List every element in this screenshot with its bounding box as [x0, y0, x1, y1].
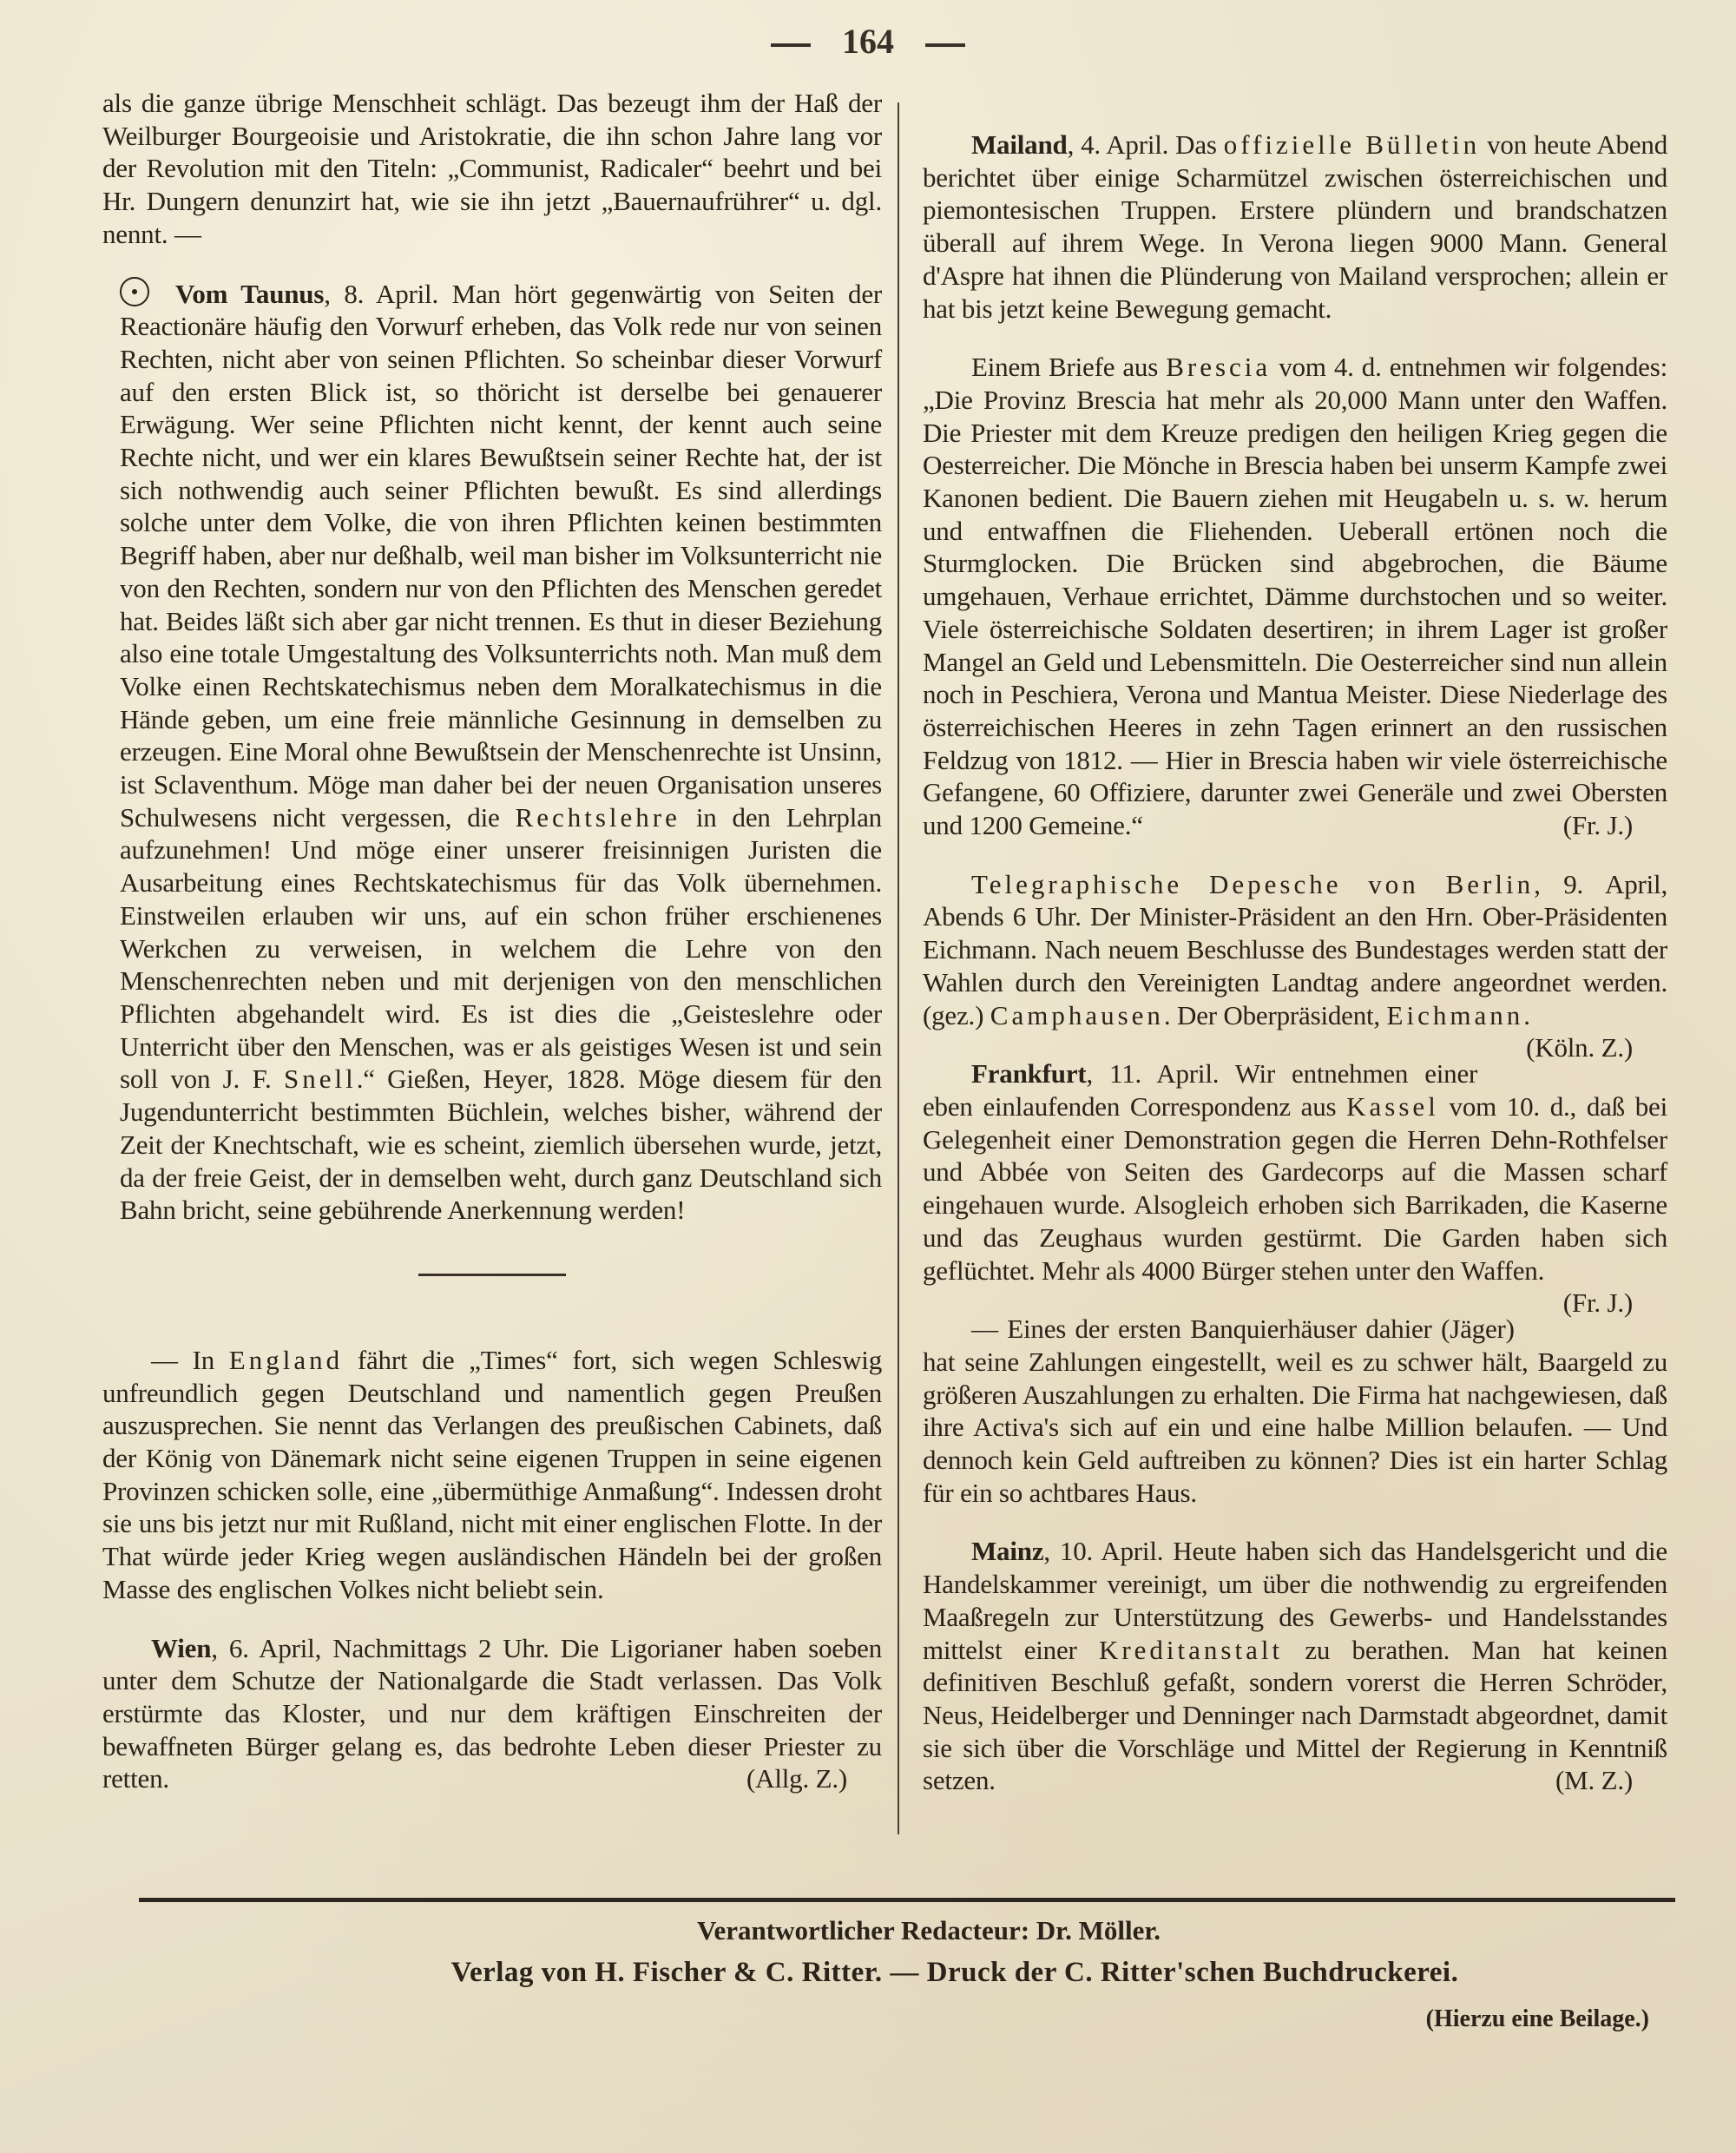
left-column	[102, 87, 882, 1821]
source-attribution: (M. Z.)	[1555, 1765, 1633, 1796]
page-number: 164	[842, 22, 894, 61]
article-continuation: als die ganze übrige Menschheit schlägt. Das bezeugt ihm der Haß der Weilburger Bourgeoisie und Aristokratie, die ihn schon Jahre lang vor der Revolution mit den Titeln: „Communist, Radicaler“ beehrt und bei Hr. Dungern denunzirt hat, wie sie ihn jetzt „Bauernaufrührer“ u. dgl. nennt. —	[102, 88, 882, 249]
header-dash-right	[925, 43, 965, 47]
column-divider	[898, 102, 899, 1834]
circled-dot-icon	[120, 277, 149, 306]
article-mainz: Mainz, 10. April. Heute haben sich das Handelsgericht und die Handelskammer vereinigt, um über die nothwendig zu ergreifenden Maaßregeln zur Unterstützung des Gewerbs- und Handelsstandes mittelst einer Kreditanstalt zu berathen. Man hat keinen definitiven Beschluß gefaßt, sondern vorerst die Herren Schröder, Neus, Heidelberger und Denninger nach Darmstadt abgeordnet, damit sie sich über die Vorschläge und Mittel der Regierung in Kenntniß setzen. (M. Z.)	[923, 1536, 1667, 1796]
article-frankfurt: Frankfurt, 11. April. Wir entnehmen einer eben einlaufenden Correspondenz aus Kassel vom 10. d., daß bei Gelegenheit einer Demonstration gegen die Herren Dehn-Rothfelser und Abbée von Seiten des Gardecorps auf die Massen scharf eingehauen wurde. Alsogleich erhoben sich Barrikaden, die Kaserne und das Zeughaus wurden gestürmt. Die Garden haben sich geflüchtet. Mehr als 4000 Bürger stehen unter den Waffen. (Fr. J.)	[923, 1058, 1667, 1319]
article-dateline: Frankfurt	[971, 1058, 1087, 1090]
article-brescia: Einem Briefe aus Brescia vom 4. d. entnehmen wir folgendes: „Die Provinz Brescia hat mehr als 20,000 Mann unter den Waffen. Die Priester mit dem Kreuze predigen den heiligen Krieg gegen die Oesterreicher. Die Mönche in Brescia haben bei unserm Kampfe zwei Kanonen bedient. Die Bauern ziehen mit Heugabeln u. s. w. herum und entwaffnen die Fliehenden. Ueberall ertönen noch die Sturmglocken. Die Brücken sind abgebrochen, die Bäume umgehauen, Verhaue errichtet, Dämme durchstochen und so weiter. Viele österreichische Soldaten desertiren; in ihrem Lager ist großer Mangel an Geld und Lebensmitteln. Die Oesterreicher sind nun allein noch in Peschiera, Verona und Mantua Meister. Diese Niederlage des österreichischen Heeres in zehn Tagen erinnert an den russischen Feldzug von 1812. — Hier in Brescia haben wir viele österreichische Gefangene, 60 Offiziere, darunter zwei Generäle und zwei Obersten und 1200 Gemeine.“ (Fr. J.)	[923, 352, 1667, 841]
article-dateline: Mainz	[971, 1536, 1044, 1567]
article-wien: Wien, 6. April, Nachmittags 2 Uhr. Die Ligorianer haben soeben unter dem Schutze der Nationalgarde die Stadt verlassen. Das Volk erstürmte das Kloster, und nur dem kräftigen Einschreiten der bewaffneten Bürger gelang es, das bedrohte Leben dieser Priester zu retten. (Allg. Z.)	[102, 1632, 882, 1794]
section-separator	[418, 1274, 566, 1276]
article-banquier: — Eines der ersten Banquierhäuser dahier (Jäger) hat seine Zahlungen eingestellt, weil es zu schwer hält, Baargeld zu größeren Auszahlungen zu erhalten. Die Firma hat nachgewiesen, daß ihre Activa's sich auf ein und eine halbe Million belaufen. — Und dennoch kein Geld auftreiben zu können? Dies ist ein harter Schlag für ein so achtbares Haus.	[923, 1314, 1667, 1508]
footer-rule	[139, 1898, 1675, 1902]
article-berlin-telegram: Telegraphische Depesche von Berlin, 9. April, Abends 6 Uhr. Der Minister-Präsident an den Hrn. Ober-Präsidenten Eichmann. Nach neuem Beschlusse des Bundestages werden statt der Wahlen durch den Vereinigten Landtag andere angeordnet werden. (gez.) Camphausen. Der Oberpräsident, Eichmann. (Köln. Z.)	[923, 868, 1667, 1063]
footer-supplement-note: (Hierzu eine Beilage.)	[1425, 2005, 1649, 2032]
source-attribution: (Fr. J.)	[1562, 810, 1633, 841]
article-dateline: Mailand	[971, 129, 1068, 160]
article-mailand: Mailand, 4. April. Das offizielle Bülletin von heute Abend berichtet über einige Scharmützel zwischen österreichischen und piemontesischen Truppen. Erstere plündern und brandschatzen überall auf ihrem Wege. In Verona liegen 9000 Mann. General d'Aspre hat ihnen die Plünderung von Mailand versprochen; allein er hat bis jetzt keine Bewegung gemacht.	[923, 129, 1667, 324]
header-dash-left	[771, 43, 811, 47]
article-dateline: Vom Taunus	[175, 278, 325, 309]
article-dateline: Wien	[151, 1632, 212, 1663]
footer-editor: Verantwortlicher Redacteur: Dr. Möller.	[696, 1915, 1161, 1946]
article-vom-taunus: Vom Taunus, 8. April. Man hört gegenwärtig von Seiten der Reactionäre häufig den Vorwurf erheben, das Volk rede nur von seinen Rechten, nicht aber von seinen Pflichten. So scheinbar dieser Vorwurf auf den ersten Blick ist, so thöricht ist derselbe bei genauerer Erwägung. Wer seine Pflichten nicht kennt, der kennt auch seine Rechte nicht, und wer ein klares Bewußtsein seiner Rechte hat, der ist sich nothwendig auch seiner Pflichten bewußt. Es sind allerdings solche unter dem Volke, die von ihren Pflichten keinen bestimmten Begriff haben, aber nur deßhalb, weil man bisher im Volksunterricht nie von den Rechten, sondern nur von den Pflichten des Menschen geredet hat. Beides läßt sich aber gar nicht trennen. Es thut in dieser Beziehung also eine totale Umgestaltung des Volksunterrichts noth. Man muß dem Volke einen Rechtskatechismus neben dem Moralkatechismus in die Hände geben, um eine freie männliche Gesinnung in demselben zu erzeugen. Eine Moral ohne Bewußtsein der Menschenrechte ist Unsinn, ist Sclaventhum. Möge man daher bei der neuen Organisation unseres Schulwesens nicht vergessen, die Rechtslehre in den Lehrplan aufzunehmen! Und möge einer unserer freisinnigen Juristen die Ausarbeitung eines Rechtskatechismus für das Volk übernehmen. Einstweilen erlauben wir uns, auf ein schon früher erschienenes Werkchen zu verweisen, in welchem die Lehre von den Menschenrechten neben und mit derjenigen von den menschlichen Pflichten abgehandelt wird. Es ist dies die „Geisteslehre oder Unterricht über den Menschen, was er als geistiges Wesen ist und sein soll von J. F. Snell.“ Gießen, Heyer, 1828. Möge diesem für den Jugendunterricht bestimmten Büchlein, welches bisher, während der Zeit der Knechtschaft, wie es scheint, ziemlich übersehen wurde, jetzt, da der freie Geist, der in demselben weht, durch ganz Deutschland sich Bahn bricht, seine gebührende Anerkennung werden!	[120, 278, 882, 1226]
source-attribution: (Köln. Z.)	[1526, 1032, 1633, 1063]
source-attribution: (Fr. J.)	[1562, 1287, 1633, 1319]
right-column	[923, 85, 1667, 1823]
article-england: — In England fährt die „Times“ fort, sich wegen Schleswig unfreundlich gegen Deutschland und namentlich gegen Preußen auszusprechen. Sie nennt das Verlangen des preußischen Cabinets, daß der König von Dänemark nicht seine eigenen Truppen in seine eigenen Provinzen schicken solle, eine „übermüthige Anmaßung“. Indessen droht sie uns bis jetzt nur mit Rußland, nicht mit einer englischen Flotte. In der That würde jeder Krieg wegen ausländischen Händeln bei der großen Masse des englischen Volkes nicht beliebt sein.	[102, 1344, 883, 1604]
source-attribution: (Allg. Z.)	[746, 1763, 847, 1794]
footer-publisher: Verlag von H. Fischer & C. Ritter. — Druck der C. Ritter'schen Buchdruckerei.	[450, 1957, 1459, 1988]
page-header	[0, 21, 1736, 62]
